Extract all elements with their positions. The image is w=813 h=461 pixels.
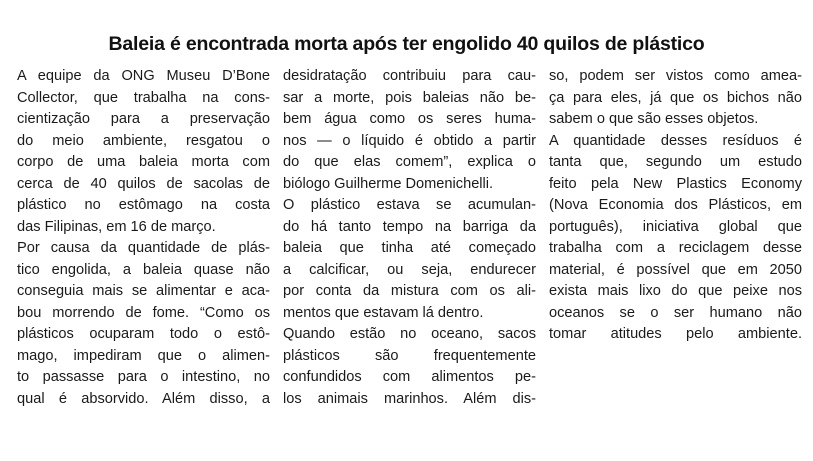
text-line: plásticos são frequentemente: [283, 347, 536, 364]
text-line: do meio ambiente, resgatou o: [17, 132, 270, 149]
text-line: so, podem ser vistos como amea-: [549, 68, 802, 84]
text-line: português), iniciativa global que: [549, 218, 802, 235]
text-line: bou morrendo de fome. “Como os: [17, 304, 270, 321]
text-line: exista mais lixo do que peixe nos: [549, 283, 802, 299]
text-line: trabalha com a reciclagem desse: [549, 240, 802, 256]
text-line: do que elas comem”, explica o: [283, 154, 536, 170]
text-line: oceanos se o ser humano não: [549, 304, 802, 321]
text-line: ça para eles, já que os bichos não: [549, 89, 802, 106]
text-line: material, é possível que em 2050: [549, 261, 802, 278]
text-line: qual é absorvido. Além disso, a: [17, 390, 270, 407]
text-line: baleia que tinha até começado: [283, 240, 536, 256]
text-line: feito pela New Plastics Economy: [549, 175, 802, 192]
text-line: tomar atitudes pelo ambiente.: [549, 326, 802, 342]
text-line: cientização para a preservação: [17, 111, 270, 127]
text-line: biólogo Guilherme Domenichelli.: [283, 175, 494, 192]
text-line: Por causa da quantidade de plás-: [17, 240, 270, 256]
text-line: tanta que, segundo um estudo: [549, 154, 802, 170]
text-line: sar a morte, pois baleias não be-: [283, 89, 536, 106]
text-line: tico engolida, a baleia quase não: [17, 261, 270, 278]
text-line: por conta da mistura com os ali-: [283, 283, 536, 299]
text-line: mago, impediram que o alimen-: [17, 347, 270, 364]
article-title: Baleia é encontrada morta após ter engolido 40 quilos de plástico: [108, 33, 705, 55]
text-line: (Nova Economia dos Plásticos, em: [549, 197, 802, 213]
text-line: cerca de 40 quilos de sacolas de: [17, 175, 270, 192]
text-line: O plástico estava se acumulan-: [283, 197, 536, 213]
text-line: plásticos ocuparam todo o estô-: [17, 326, 270, 342]
text-line: das Filipinas, em 16 de março.: [17, 218, 216, 235]
text-line: do há tanto tempo na barriga da: [283, 218, 536, 235]
text-line: los animais marinhos. Além dis-: [283, 390, 536, 407]
text-line: sabem o que são esses objetos.: [549, 111, 759, 127]
text-line: Collector, que trabalha na cons-: [17, 89, 270, 106]
text-line: A quantidade desses resíduos é: [549, 132, 802, 149]
text-line: A equipe da ONG Museu D’Bone: [17, 68, 270, 84]
text-line: plástico no estômago na costa: [17, 197, 270, 213]
text-line: confundidos com alimentos pe-: [283, 369, 536, 385]
article-column-1: [17, 66, 270, 410]
article-column-2: [283, 66, 536, 410]
text-line: mentos que estavam lá dentro.: [283, 304, 484, 321]
article-column-3: [549, 66, 802, 346]
text-line: Quando estão no oceano, sacos: [283, 326, 536, 342]
text-line: a calcificar, ou seja, endurecer: [283, 261, 536, 278]
text-line: nos — o líquido é obtido a partir: [283, 132, 536, 149]
text-line: bem água como os seres huma-: [283, 111, 536, 127]
text-line: corpo de uma baleia morta com: [17, 154, 270, 170]
text-line: to passasse para o intestino, no: [17, 369, 270, 385]
text-line: conseguia mais se alimentar e aca-: [17, 283, 270, 299]
text-line: desidratação contribuiu para cau-: [283, 68, 536, 84]
